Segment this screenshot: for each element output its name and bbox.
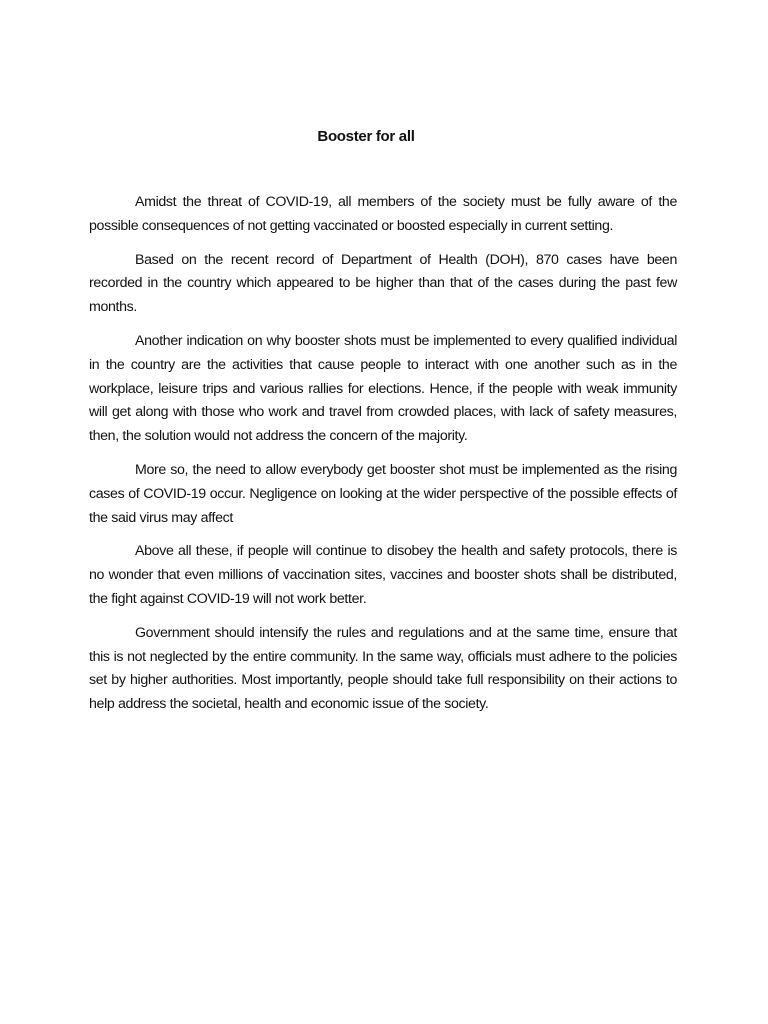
document-body	[89, 191, 677, 727]
paragraph-2: Based on the recent record of Department of Health (DOH), 870 cases have been recorded in the country which appeared to be higher than that of the cases during the past few months.	[89, 251, 677, 316]
document-title: Booster for all	[317, 128, 415, 145]
paragraph-1: Amidst the threat of COVID-19, all members of the society must be fully aware of the possible consequences of not getting vaccinated or boosted especially in current setting.	[89, 194, 677, 234]
paragraph-4: More so, the need to allow everybody get booster shot must be implemented as the rising cases of COVID-19 occur. Negligence on looking at the wider perspective of the possible effects of the said virus may affect	[89, 461, 677, 526]
paragraph-3: Another indication on why booster shots must be implemented to every qualified individual in the country are the activities that cause people to interact with one another such as in the workplace, leisure trips and various rallies for elections. Hence, if the people with weak immunity will get along with those who work and travel from crowded places, with lack of safety measures, then, the solution would not address the concern of the majority.	[89, 332, 677, 445]
paragraph-5: Above all these, if people will continue to disobey the health and safety protocols, there is no wonder that even millions of vaccination sites, vaccines and booster shots shall be distributed, the fight against COVID-19 will not work better.	[89, 543, 677, 607]
paragraph-6: Government should intensify the rules and regulations and at the same time, ensure that this is not neglected by the entire community. In the same way, officials must adhere to the policies set by higher authorities. Most importantly, people should take full responsibility on their actions to help address the societal, health and economic issue of the society.	[89, 624, 677, 713]
